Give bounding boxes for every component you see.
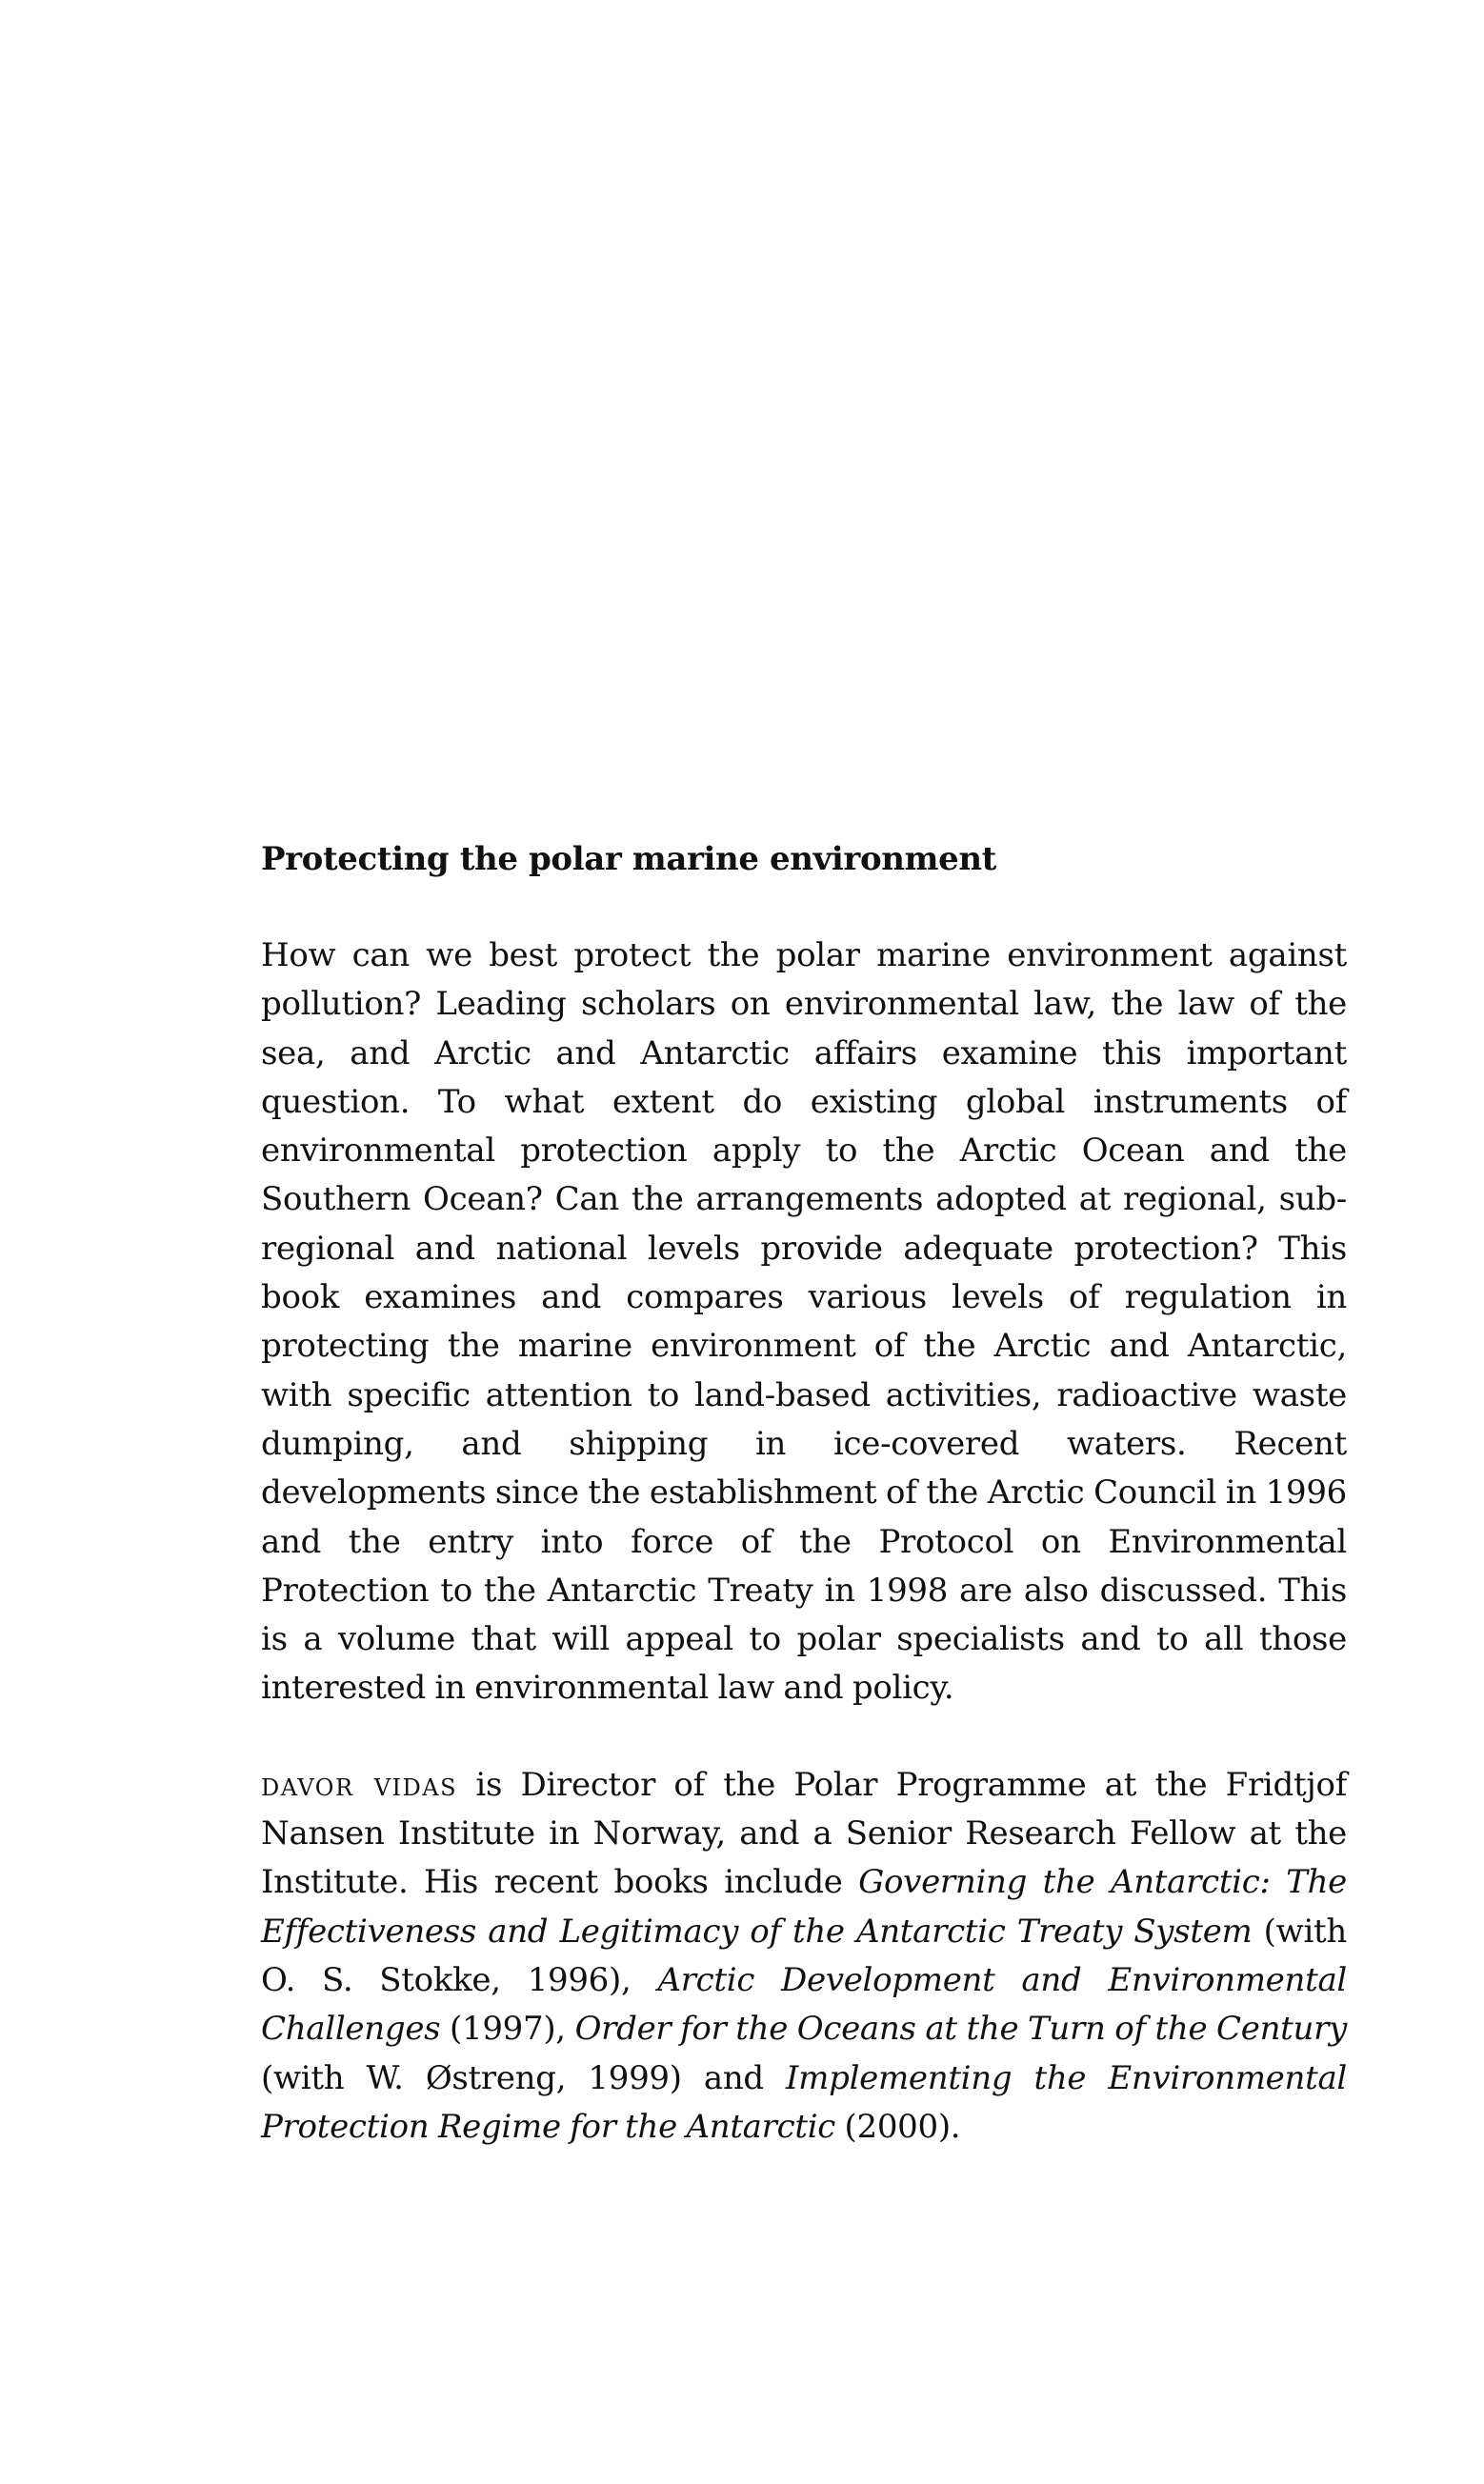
book-title-4: Implementing the Environmental Protection Regime for the Antarctic [261, 2058, 1347, 2146]
book-note-4: (2000). [835, 2107, 961, 2146]
book-note-2: (1997), [440, 2010, 575, 2049]
book-title-3: Order for the Oceans at the Turn of the Century [574, 2010, 1347, 2049]
book-title-2: Arctic Development and Environmental Challenges [261, 1960, 1347, 2049]
book-note-1: (with O. S. Stokke, 1996), [261, 1912, 1347, 1999]
author-bio-intro: is Director of the Polar Programme at the Fridtjof Nansen Institute in Norway, and a Senior Research Fellow at the Institute. His recent books include [261, 1765, 1347, 1902]
author-name: davor vidas [261, 1765, 458, 1804]
author-bio-paragraph [261, 1761, 1347, 2152]
book-summary-paragraph: How can we best protect the polar marine environment against pollution? Leading scholars on environmental law, the law of the sea, and Arctic and Antarctic affairs examine this important question. To what extent do existing global instruments of environmental protection apply to the Arctic Ocean and the Southern Ocean? Can the arrangements adopted at regional, sub-regional and national levels provide adequate protection? This book examines and compares various levels of regulation in protecting the marine environment of the Arctic and Antarctic, with specific attention to land-based activities, radioactive waste dumping, and shipping in ice-covered waters. Recent developments since the establishment of the Arctic Council in 1996 and the entry into force of the Protocol on Environmental Protection to the Antarctic Treaty in 1998 are also discussed. This is a volume that will appeal to polar specialists and to all those interested in environmental law and policy. [261, 936, 1347, 1708]
book-note-3: (with W. Østreng, 1999) and [261, 2058, 787, 2097]
book-title-heading: Protecting the polar marine environment [261, 840, 996, 878]
book-title-1: Governing the Antarctic: The Effectiveness and Legitimacy of the Antarctic Treaty System [261, 1863, 1347, 1951]
book-blurb-page [261, 838, 1347, 2152]
